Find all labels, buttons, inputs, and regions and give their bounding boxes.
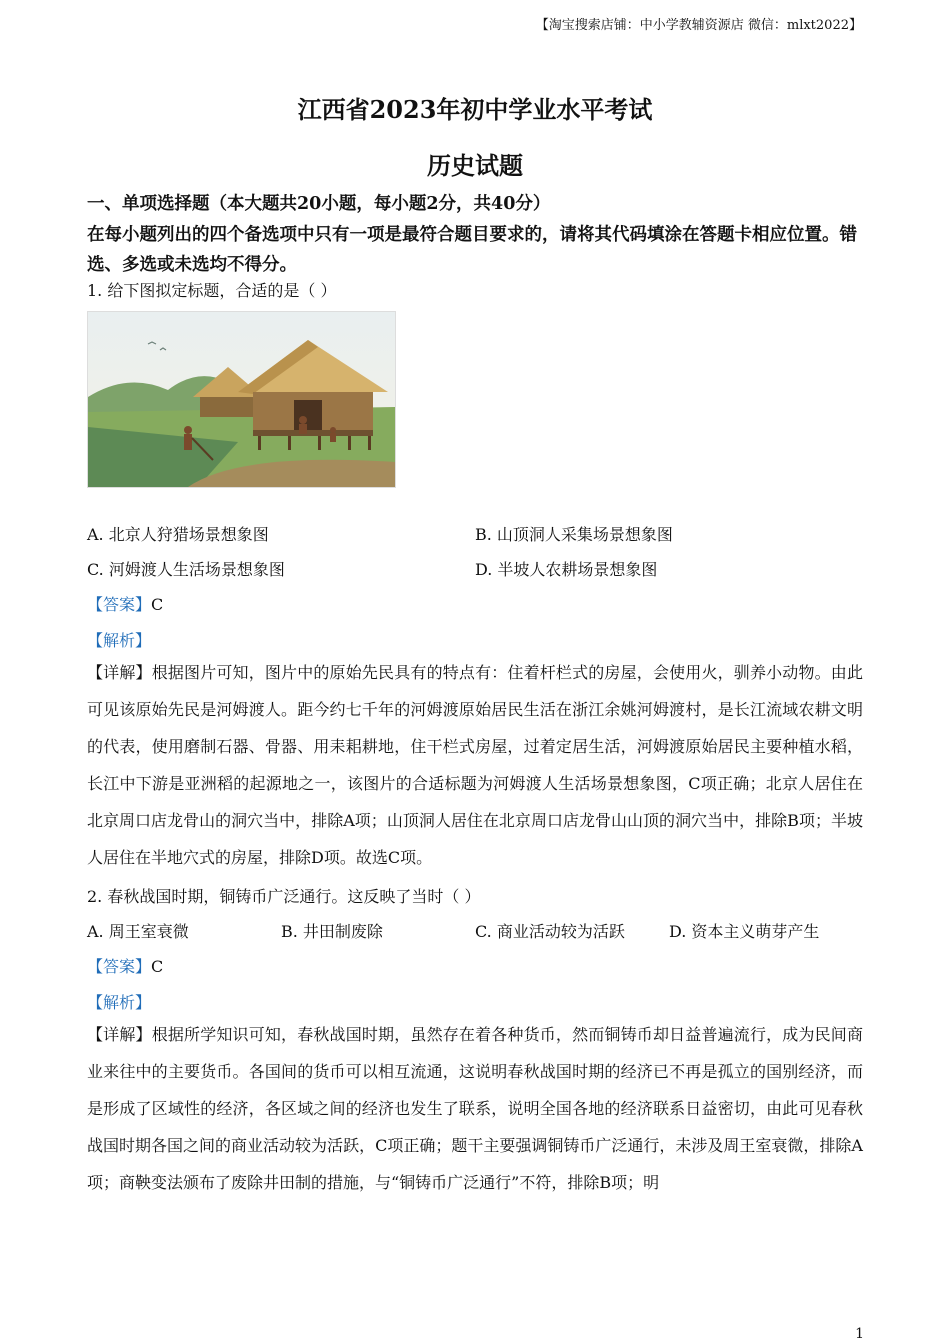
detail-text: 根据图片可知，图片中的原始先民具有的特点有：住着杆栏式的房屋，会使用火，驯养小动物。由此可见该原始先民是河姆渡人。距今约七千年的河姆渡原始居民生活在浙江余姚河姆渡村，是长江流域农耕文明的代表，使用磨制石器、骨器、用耒耜耕地，住干栏式房屋，过着定居生活，河姆渡原始居民主要种植水稻，长江中下游是亚洲稻的起源地之一，该图片的合适标题为河姆渡人生活场景想象图，C项正确；北京人居住在北京周口店龙骨山的洞穴当中，排除A项；山顶洞人居住在北京周口店龙骨山山顶的洞穴当中，排除B项；半坡人居住在半地穴式的房屋，排除D项。故选C项。 xyxy=(87,663,863,867)
q1-option-d: D. 半坡人农耕场景想象图 xyxy=(475,560,658,579)
q1-option-a: A. 北京人狩猎场景想象图 xyxy=(87,525,269,544)
q2-stem: 2. 春秋战国时期，铜铸币广泛通行。这反映了当时（ ） xyxy=(87,887,481,906)
detail-tag: 【详解】 xyxy=(87,663,152,682)
header-note: 【淘宝搜索店铺：中小学教辅资源店 微信：mlxt2022】 xyxy=(535,18,862,33)
q2-analysis-tag: 【解析】 xyxy=(87,993,152,1012)
q2-answer xyxy=(87,954,163,977)
instructions: 在每小题列出的四个备选项中只有一项是最符合题目要求的，请将其代码填涂在答题卡相应位置。错选、多选或未选均不得分。 xyxy=(87,225,857,275)
exam-subtitle: 历史试题 xyxy=(427,151,523,180)
section-heading: 一、单项选择题（本大题共20小题，每小题2分，共40分） xyxy=(87,194,551,214)
hemudu-illustration xyxy=(87,311,396,488)
answer-tag: 【答案】 xyxy=(87,595,152,614)
q1-option-c: C. 河姆渡人生活场景想象图 xyxy=(87,560,285,579)
answer-value: C xyxy=(151,595,164,614)
q2-option-b: B. 井田制废除 xyxy=(281,922,383,941)
q1-answer xyxy=(87,592,163,615)
detail-text: 根据所学知识可知，春秋战国时期，虽然存在着各种货币，然而铜铸币却日益普遍流行，成为民间商业来往中的主要货币。各国间的货币可以相互流通，这说明春秋战国时期的经济已不再是孤立的国别经济，而是形成了区域性的经济，各区域之间的经济也发生了联系，说明全国各地的经济联系日益密切，由此可见春秋战国时期各国之间的商业活动较为活跃，C项正确；题干主要强调铜铸币广泛通行，未涉及周王室衰微，排除A项；商鞅变法颁布了废除井田制的措施，与“铜铸币广泛通行”不符，排除B项；明 xyxy=(87,1025,863,1192)
q1-detail xyxy=(87,654,863,876)
detail-tag: 【详解】 xyxy=(87,1025,152,1044)
exam-title: 江西省2023年初中学业水平考试 xyxy=(297,95,653,124)
q1-stem: 1. 给下图拟定标题，合适的是（ ） xyxy=(87,281,337,300)
q1-option-b: B. 山顶洞人采集场景想象图 xyxy=(475,525,673,544)
q2-option-a: A. 周王室衰微 xyxy=(87,922,189,941)
q2-detail xyxy=(87,1016,863,1201)
answer-value: C xyxy=(151,957,164,976)
answer-tag: 【答案】 xyxy=(87,957,152,976)
q2-option-d: D. 资本主义萌芽产生 xyxy=(669,922,820,941)
page-number: 1 xyxy=(855,1326,864,1342)
q1-analysis-tag: 【解析】 xyxy=(87,631,152,650)
q2-option-c: C. 商业活动较为活跃 xyxy=(475,922,625,941)
